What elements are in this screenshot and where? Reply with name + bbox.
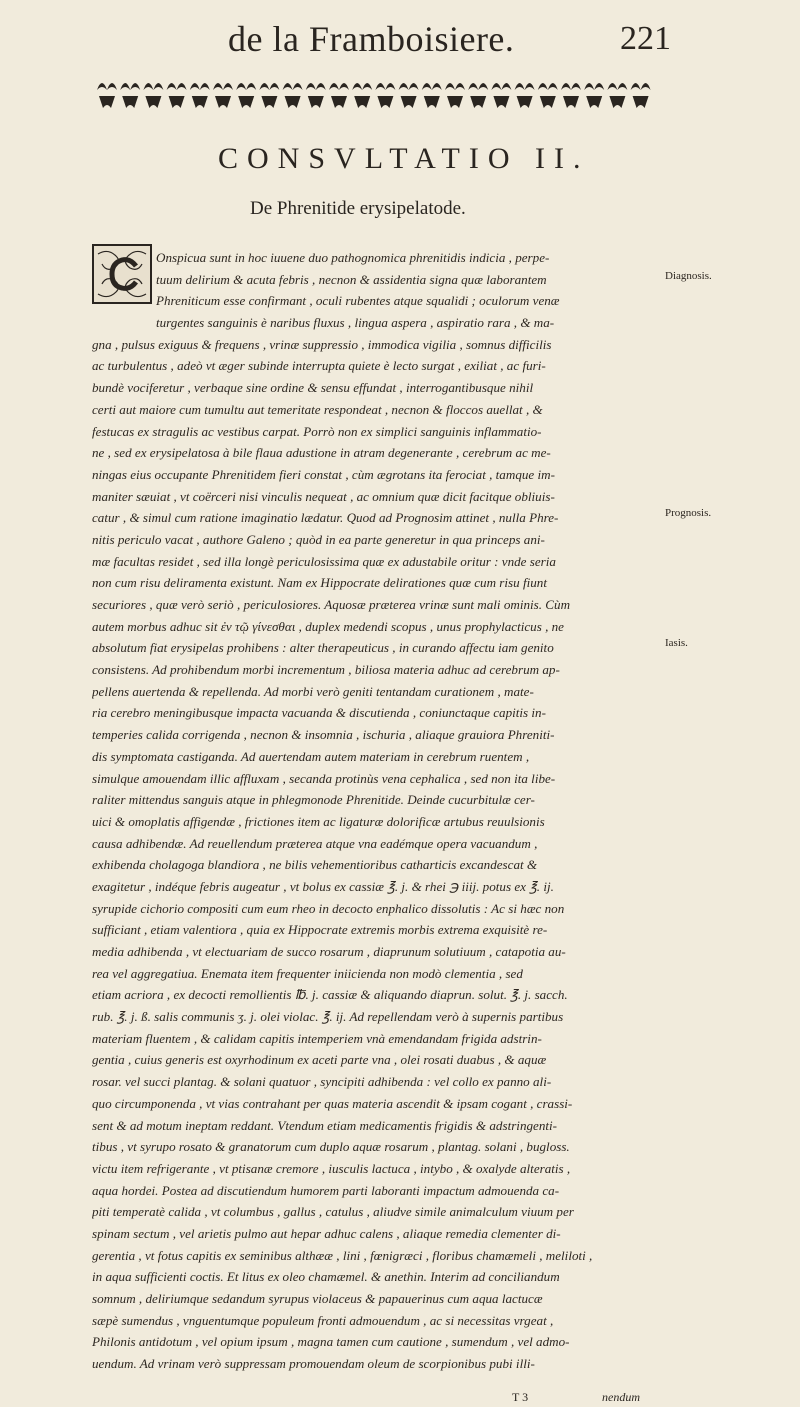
body-line: mæ facultas residet , sed illa longè periculosissima quæ ex adustabile oritur : vnde seria: [92, 553, 556, 569]
fleuron-top: [538, 83, 558, 90]
body-line: ne , sed ex erysipelatosa à bile flaua adustione in atram degenerante , cerebrum ac me-: [92, 445, 551, 461]
body-line: ac turbulentus , adeò vt æger subinde interrupta quiete è lecto surgat , exiliat , ac furi-: [92, 358, 546, 374]
body-line: maniter sæuiat , vt coërceri nisi vinculis nequeat , ac omnium quæ dicit facitque obliuis-: [92, 488, 555, 504]
fleuron-top: [190, 83, 210, 90]
body-line: securiores , quæ verò seriò , periculosiores. Aquosæ præterea vrinæ sunt mali ominis. Cùm: [92, 597, 571, 612]
body-line: uendum. Ad vrinam verò suppressam promouendam oleum de scorpionibus pubi illi-: [92, 1356, 535, 1372]
fleuron-top: [97, 83, 117, 90]
margin-note-iasis: Iasis.: [665, 637, 688, 649]
body-line: syrupide cichorio compositi cum eum rheo in decocto enphalico dissolutis : Ac si hæc non: [92, 900, 565, 916]
fleuron-top: [236, 83, 256, 90]
body-text: [92, 247, 658, 1375]
fleuron-bottom: [145, 96, 161, 108]
fleuron-bottom: [99, 96, 115, 108]
fleuron-top: [491, 83, 511, 90]
body-line: gentia , cuius generis est oxyrhodinum ex aceti parte vna , olei rosati duabus , & aquæ: [92, 1052, 547, 1068]
fleuron-bottom: [517, 96, 533, 108]
fleuron-bottom: [540, 96, 556, 108]
body-line: ria cerebro meningibusque impacta vacuanda & discutienda , coniunctaque capitis in-: [92, 705, 546, 721]
body-line: sufficiant , etiam valentiora , quia ex Hippocrate extremis morbis extrema exquisitè re-: [92, 922, 548, 938]
body-line: media adhibenda , vt electuariam de succo rosarum , diaprunum solutiuum , catapotia au-: [92, 944, 566, 959]
body-lines: [92, 247, 658, 1375]
fleuron-bottom: [401, 96, 417, 108]
fleuron-top: [422, 83, 442, 90]
body-line: Onspicua sunt in hoc iuuene duo pathognomica phrenitidis indicia , perpe-: [156, 250, 550, 265]
body-line: Phreniticum esse confirmant , oculi rubentes atque squalidi ; oculorum venæ: [156, 293, 560, 309]
body-line: nitis periculo vacat , authore Galeno ; quòd in ea parte generetur in qua princeps ani-: [92, 531, 545, 547]
body-line: etiam acriora , ex decocti remollientis ℔. j. cassiæ & aliquando diaprun. solut. ℥. j. sacch.: [92, 987, 568, 1003]
body-line: tibus , vt syrupo rosato & granatorum cum duplo aquæ rosarum , plantag. solani , bugloss.: [92, 1139, 570, 1155]
body-line: festucas ex stragulis ac vestibus carpat. Porrò non ex simplici sanguinis inflammatio-: [92, 423, 542, 439]
body-line: sæpè sumendus , vnguentumque populeum fronti admouendum , ac si necessitas vrgeat ,: [92, 1312, 554, 1328]
body-line: turgentes sanguinis è naribus fluxus , lingua aspera , aspiratio rara , & ma-: [156, 315, 555, 331]
running-title: de la Framboisiere.: [228, 19, 515, 59]
fleuron-bottom: [331, 96, 347, 108]
fleuron-top: [306, 83, 326, 90]
fleuron-top: [259, 83, 279, 90]
fleuron-bottom: [122, 96, 138, 108]
fleuron-top: [143, 83, 163, 90]
fleuron-top: [515, 83, 535, 90]
fleuron-bottom: [493, 96, 509, 108]
body-line: Philonis antidotum , vel opium ipsum , magna tamen cum cautione , sumendum , vel admo-: [92, 1334, 570, 1350]
body-line: non cum risu deliramenta existunt. Nam ex Hippocrate delirationes quæ cum risu fiunt: [92, 575, 547, 591]
fleuron-bottom: [377, 96, 393, 108]
body-line: raliter mittendus sanguis atque in phlegmonode Phrenitide. Deinde cucurbitulæ cer-: [92, 792, 535, 808]
body-line: somnum , deliriumque sedandum syrupus violaceus & papauerinus cum aqua lactucæ: [92, 1291, 543, 1306]
fleuron-top: [283, 83, 303, 90]
fleuron-ornament-band: [91, 74, 653, 112]
body-line: gna , pulsus exiguus & frequens , vrinæ suppressio , immodica vigilia , somnus difficilis: [92, 336, 552, 352]
body-line: simulque amouendam illic affluxam , secanda protinùs vena cephalica , sed non ita libe-: [92, 770, 556, 786]
body-line: consistens. Ad prohibendum morbi incrementum , biliosa materia adhuc ad cerebrum ap-: [92, 662, 560, 678]
fleuron-bottom: [447, 96, 463, 108]
fleuron-bottom: [424, 96, 440, 108]
fleuron-top: [375, 83, 395, 90]
fleuron-top: [329, 83, 349, 90]
margin-note-prognosis: Prognosis.: [665, 507, 712, 519]
body-line: catur , & simul cum ratione imaginatio lædatur. Quod ad Prognosim attinet , nulla Phre-: [92, 510, 559, 526]
fleuron-top: [120, 83, 140, 90]
fleuron-top: [352, 83, 372, 90]
body-line: causa adhibendæ. Ad reuellendum præterea atque vna eadémque opera vacuandum ,: [92, 835, 538, 851]
fleuron-top: [213, 83, 233, 90]
body-line: dis symptomata castiganda. Ad auertendam autem materiam in cerebrum ruentem ,: [92, 748, 530, 764]
body-line: rub. ℥. j. ß. salis communis ʒ. j. olei violac. ℥. ij. Ad repellendam verò à supernis partibus: [92, 1009, 564, 1025]
body-line: tuum delirium & acuta febris , necnon & assidentia signa quæ laborantem: [156, 271, 547, 287]
body-line: ningas eius occupante Phrenitidem fieri constat , cùm ægrotans ita ferociat , tamque im-: [92, 466, 555, 482]
fleuron-bottom: [633, 96, 649, 108]
body-line: aqua hordei. Postea ad discutiendum humorem parti laboranti impactum admouenda ca-: [92, 1182, 560, 1198]
fleuron-bottom: [192, 96, 208, 108]
margin-note-diagnosis: Diagnosis.: [665, 270, 712, 282]
body-line: piti temperatè calida , vt columbus , gallus , catulus , aliudve simile animalculum viuum per: [92, 1204, 574, 1220]
catchword: nendum: [602, 1390, 640, 1404]
signature-mark: T 3: [512, 1390, 529, 1404]
body-line: spinam sectum , vel arietis pulmo aut hepar adhuc calens , aliaque remedia clementer di-: [92, 1225, 561, 1241]
fleuron-bottom: [586, 96, 602, 108]
body-line: rosar. vel succi plantag. & solani quatuor , syncipiti adhibenda : vel collo ex panno ali-: [92, 1074, 552, 1090]
body-line: certi aut maiore cum tumultu aut temeritate respondeat , necnon & floccos auellat , &: [92, 401, 543, 417]
consultation-title: CONSVLTATIO II.: [218, 142, 590, 175]
fleuron-bottom: [169, 96, 185, 108]
fleuron-bottom: [609, 96, 625, 108]
body-line: materiam fluentem , & calidam capitis intemperiem vnà emendandam frigida adstrin-: [92, 1030, 542, 1046]
fleuron-top: [607, 83, 627, 90]
body-line: in aqua sufficienti coctis. Et litus ex oleo chamæmel. & anethin. Interim ad conciliandum: [92, 1269, 560, 1285]
page-number: 221: [620, 20, 671, 57]
running-head: [0, 14, 800, 64]
body-line: exagitetur , indéque febris augeatur , vt bolus ex cassiæ ℥. j. & rhei ℈ iiij. potus ex ℥. ij.: [92, 878, 554, 894]
fleuron-top: [631, 83, 651, 90]
fleuron-bottom: [285, 96, 301, 108]
fleuron-top: [445, 83, 465, 90]
body-line: autem morbus adhuc sit ἐν τῷ γίνεσθαι , duplex medendi scopus , unus prophylacticus , ne: [92, 618, 564, 634]
body-line: victu item refrigerante , vt ptisanæ cremore , iusculis lactuca , intybo , & oxalyde alteratis ,: [92, 1160, 571, 1176]
fleuron-top: [399, 83, 419, 90]
fleuron-bottom: [470, 96, 486, 108]
fleuron-bottom: [354, 96, 370, 108]
body-line: pellens auertenda & repellenda. Ad morbi verò geniti tentandam curationem , mate-: [92, 683, 534, 699]
body-line: gerentia , vt fotus capitis ex seminibus althææ , lini , fœnigræci , floribus chamæmeli , meliloti ,: [92, 1247, 593, 1263]
fleuron-top: [584, 83, 604, 90]
body-line: exhibenda cholagoga blandiora , ne bilis vehementioribus catharticis excandescat &: [92, 857, 538, 873]
body-line: rea vel aggregatiua. Enemata item frequenter iniicienda non modò clementia , sed: [92, 965, 523, 981]
body-line: sent & ad motum ineptam reddant. Vtendum etiam medicamentis frigidis & adstringenti-: [92, 1117, 558, 1133]
fleuron-top: [167, 83, 187, 90]
fleuron-bottom: [261, 96, 277, 108]
body-line: uici & omoplatis affigendæ , frictiones item ac ligaturæ dolorificæ artubus reuulsionis: [92, 813, 545, 829]
body-line: temperies calida corrigenda , necnon & insomnia , ischuria , aliaque grauiora Phreniti-: [92, 727, 555, 743]
fleuron-top: [468, 83, 488, 90]
fleuron-bottom: [238, 96, 254, 108]
fleuron-bottom: [215, 96, 231, 108]
body-line: absolutum fiat erysipelas prohibens : alter therapeuticus , in curando affectu iam genito: [92, 640, 554, 656]
body-line: quo circumponenda , vt vias contrahant per quas materia ascendit & ipsam cogant , crassi-: [92, 1095, 573, 1111]
body-line: bundè vociferetur , verbaque sine ordine & sensu effundat , interrogantibusque nihil: [92, 380, 534, 396]
fleuron-bottom: [308, 96, 324, 108]
fleuron-top: [561, 83, 581, 90]
consultation-subtitle: De Phrenitide erysipelatode.: [250, 198, 466, 219]
fleuron-bottom: [563, 96, 579, 108]
